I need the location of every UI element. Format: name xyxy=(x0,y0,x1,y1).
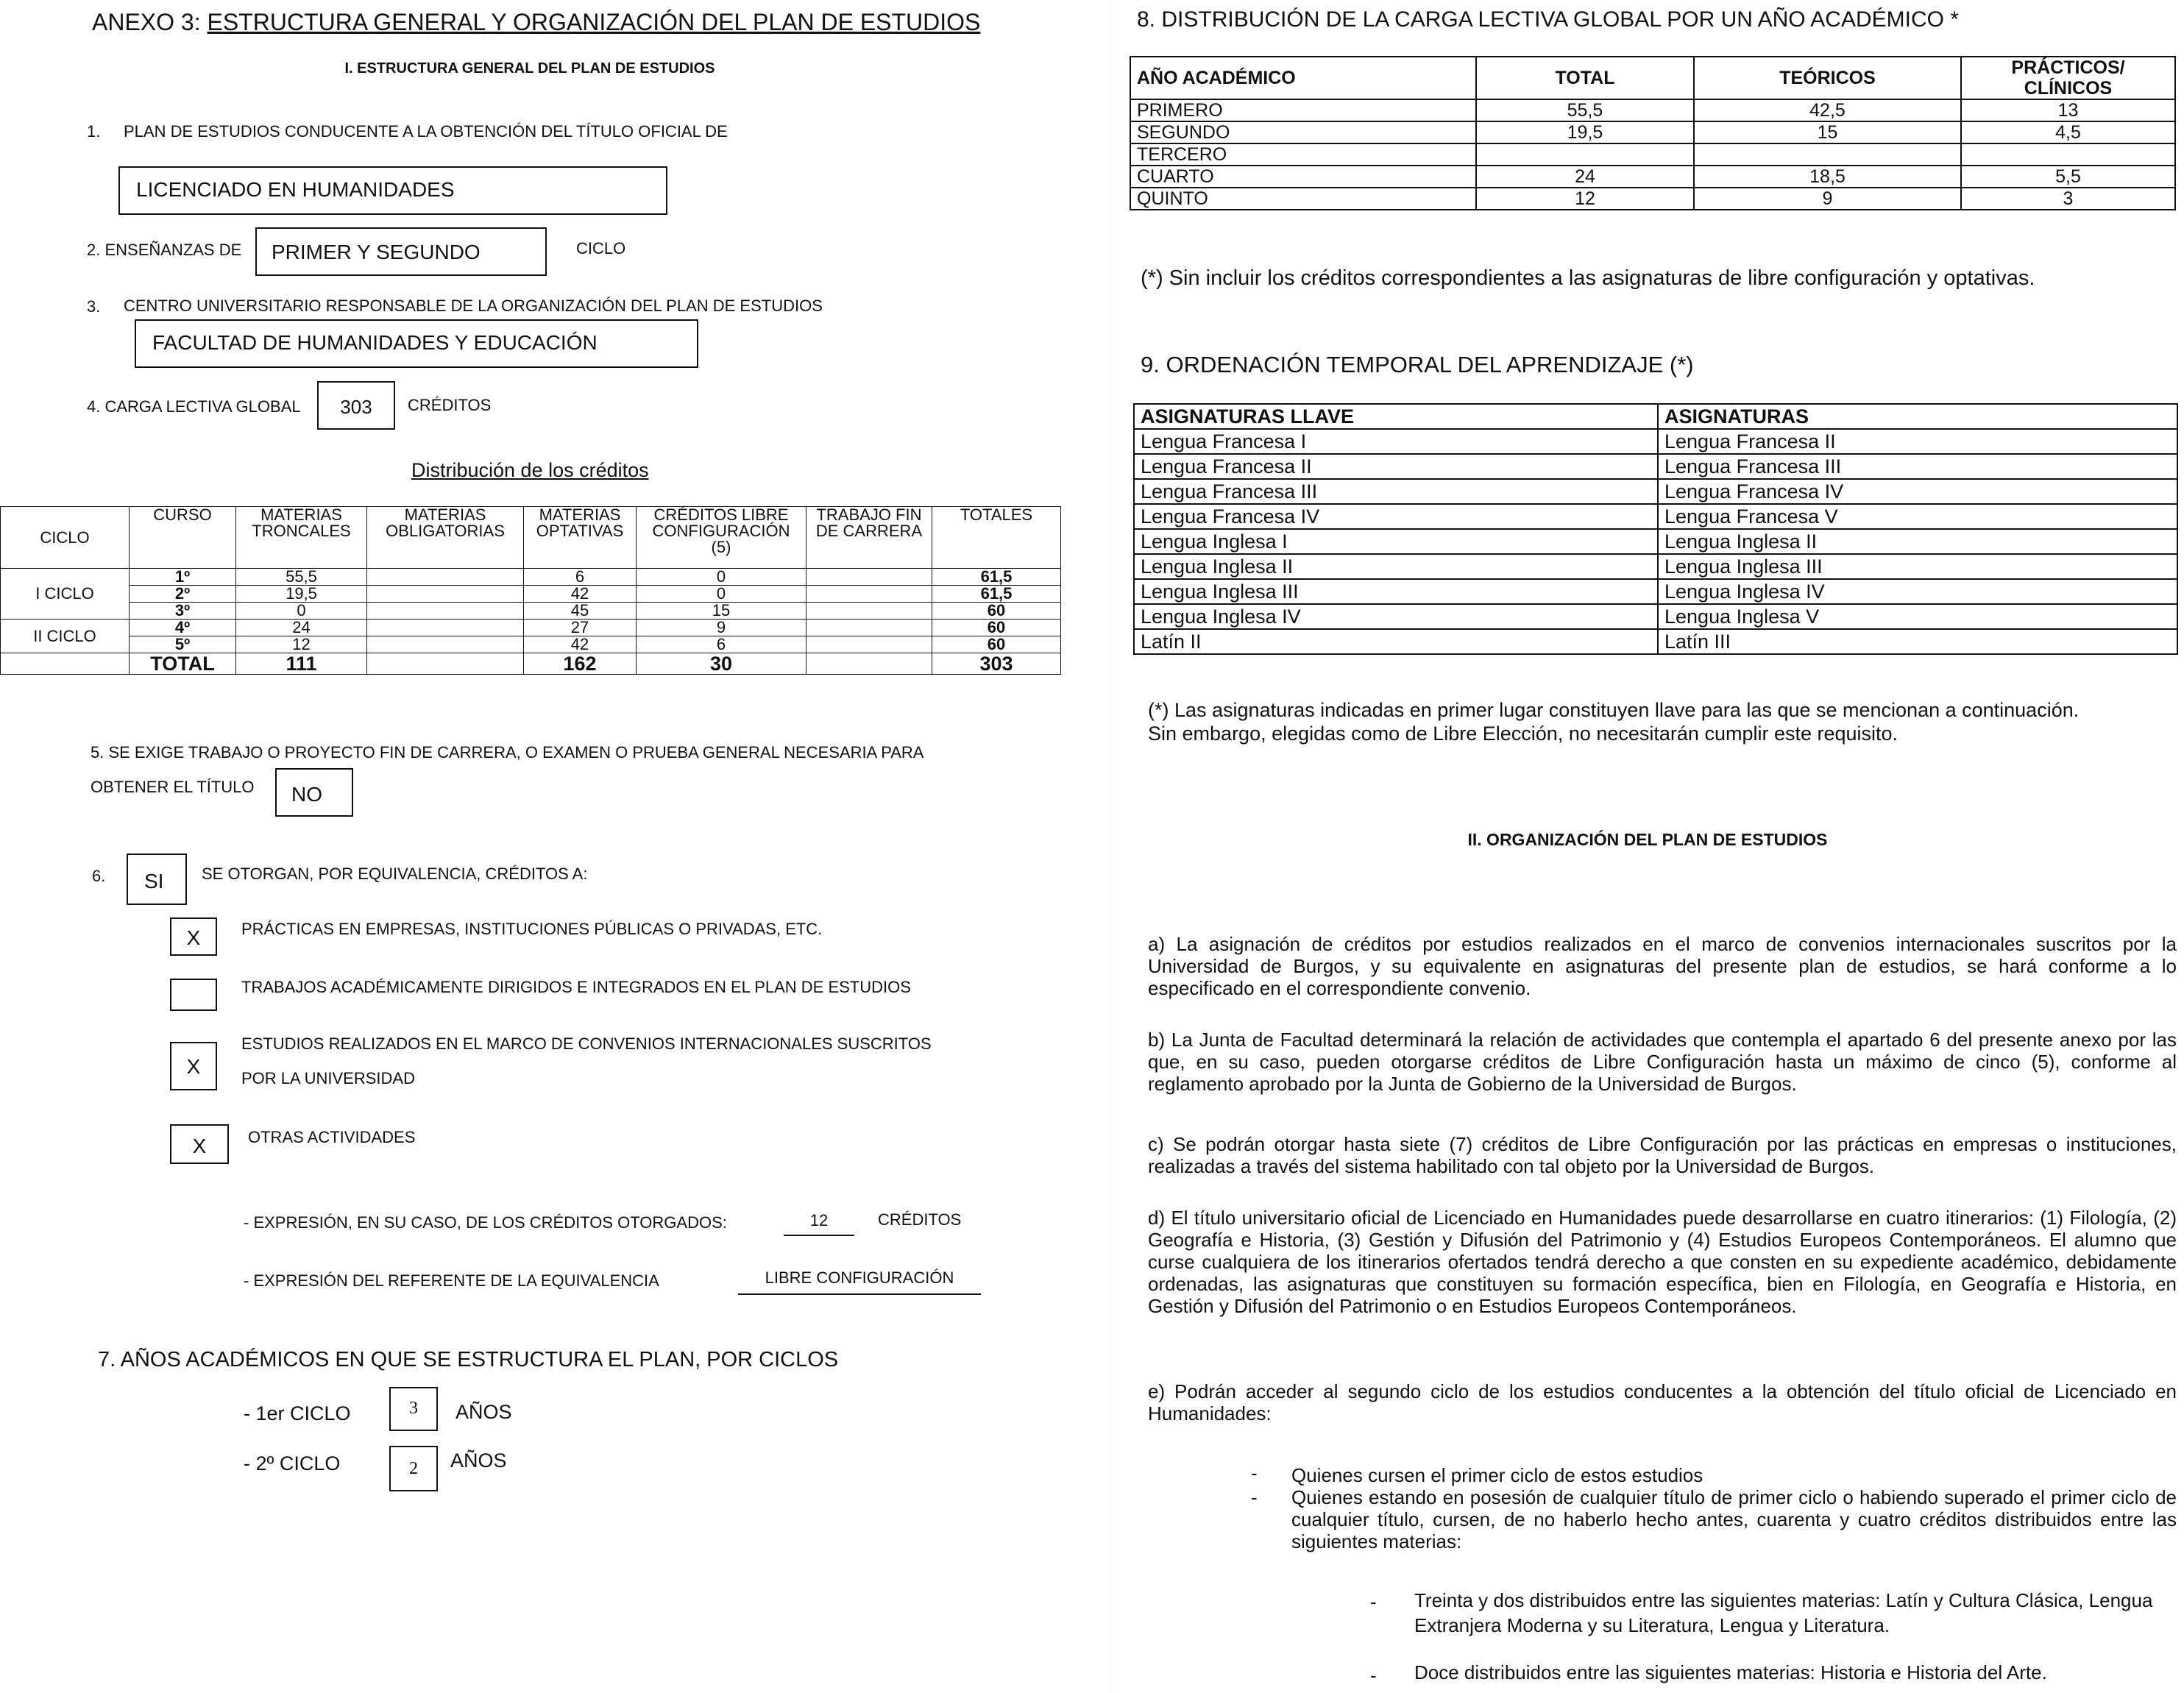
table-row xyxy=(1134,429,2177,454)
cell-curso: 5º xyxy=(130,636,236,653)
header-subjects: ASIGNATURAS xyxy=(1658,404,2177,429)
cell-total-label: TOTAL xyxy=(130,653,236,675)
cell-total-troncales: 111 xyxy=(236,653,367,675)
annual-load-table xyxy=(1130,56,2176,210)
subbullet-item: Treinta y dos distribuidos entre las siguientes materias: Latín y Cultura Clásica, Lengua Extranjera Moderna y su Literatura, Lengua y Literatura. xyxy=(1414,1589,2153,1636)
table-row xyxy=(1,620,1061,636)
cell-subject: Lengua Francesa II xyxy=(1658,429,2177,454)
annex-heading-prefix: ANEXO 3: xyxy=(92,9,208,35)
option-label-line2: POR LA UNIVERSIDAD xyxy=(241,1069,415,1087)
cell-total: 55,5 xyxy=(1476,99,1694,121)
cell-practice: 3 xyxy=(1961,188,2175,210)
cell-year: TERCERO xyxy=(1130,143,1476,166)
header-curso: CURSO xyxy=(130,507,236,569)
table-row xyxy=(1134,604,2177,629)
header-trabajo: TRABAJO FIN DE CARRERA xyxy=(806,507,932,569)
cell-subject: Latín III xyxy=(1658,629,2177,654)
teaching-cycles-value: PRIMER Y SEGUNDO xyxy=(272,241,481,263)
item-1-label: PLAN DE ESTUDIOS CONDUCENTE A LA OBTENCIÓN DEL TÍTULO OFICIAL DE xyxy=(124,122,728,141)
cell-practice: 5,5 xyxy=(1961,166,2175,188)
cell-practice: 4,5 xyxy=(1961,121,2175,143)
cell-ciclo: I CICLO xyxy=(1,569,130,620)
cell-trabajo xyxy=(806,586,932,603)
cell-total-totales: 303 xyxy=(932,653,1061,675)
cell-theory: 15 xyxy=(1694,121,1961,143)
table-row xyxy=(1134,579,2177,604)
section-2-title: II. ORGANIZACIÓN DEL PLAN DE ESTUDIOS xyxy=(1467,830,1828,849)
cell-subject: Lengua Inglesa V xyxy=(1658,604,2177,629)
option-checkbox[interactable] xyxy=(170,1042,217,1090)
table-row xyxy=(1130,188,2175,210)
cell-total: 12 xyxy=(1476,188,1694,210)
cell-totales: 61,5 xyxy=(932,586,1061,603)
item-6-label: SE OTORGAN, POR EQUIVALENCIA, CRÉDITOS A: xyxy=(202,865,588,883)
table-row xyxy=(1,603,1061,620)
cell-optativas: 6 xyxy=(524,569,637,586)
item-8-label: 8. DISTRIBUCIÓN DE LA CARGA LECTIVA GLOBAL POR UN AÑO ACADÉMICO * xyxy=(1137,7,1959,32)
cell-total xyxy=(1476,143,1694,166)
annex-heading-title: ESTRUCTURA GENERAL Y ORGANIZACIÓN DEL PLAN DE ESTUDIOS xyxy=(207,9,981,35)
cell-year: CUARTO xyxy=(1130,166,1476,188)
table-row xyxy=(1,569,1061,586)
cell-total: 24 xyxy=(1476,166,1694,188)
annual-load-note: (*) Sin incluir los créditos correspondientes a las asignaturas de libre configuración y optativas. xyxy=(1141,266,2035,290)
expression-credits-label: - EXPRESIÓN, EN SU CASO, DE LOS CRÉDITOS OTORGADOS: xyxy=(244,1213,727,1232)
first-cycle-years-value: 3 xyxy=(409,1399,418,1418)
option-mark: X xyxy=(192,1135,207,1157)
cell-trabajo xyxy=(806,603,932,620)
cell-key-subject: Lengua Francesa II xyxy=(1134,454,1658,479)
cell-key-subject: Lengua Inglesa IV xyxy=(1134,604,1658,629)
cell-year: PRIMERO xyxy=(1130,99,1476,121)
subbullet-dash: - xyxy=(1370,1591,1377,1613)
cell-total-trabajo xyxy=(806,653,932,675)
item-1-number: 1. xyxy=(87,122,101,141)
cell-subject: Lengua Inglesa III xyxy=(1658,554,2177,579)
cell-practice: 13 xyxy=(1961,99,2175,121)
item-7-label: 7. AÑOS ACADÉMICOS EN QUE SE ESTRUCTURA EL PLAN, POR CICLOS xyxy=(98,1348,839,1371)
cell-optativas: 45 xyxy=(524,603,637,620)
item-4-label: 4. CARGA LECTIVA GLOBAL xyxy=(87,397,301,416)
table-total-row xyxy=(1,653,1061,675)
header-totales: TOTALES xyxy=(932,507,1061,569)
cell-subject: Lengua Francesa IV xyxy=(1658,479,2177,504)
cell-libre: 15 xyxy=(637,603,806,620)
header-obligatorias: MATERIAS OBLIGATORIAS xyxy=(367,507,524,569)
second-cycle-years-box xyxy=(389,1446,438,1491)
table-row xyxy=(1134,479,2177,504)
expression-reference-label: - EXPRESIÓN DEL REFERENTE DE LA EQUIVALENCIA xyxy=(244,1271,659,1290)
credit-distribution-table xyxy=(0,506,1061,675)
header-troncales: MATERIAS TRONCALES xyxy=(236,507,367,569)
equivalence-box xyxy=(127,853,187,905)
option-mark: X xyxy=(186,1055,201,1078)
section-1-title: I. ESTRUCTURA GENERAL DEL PLAN DE ESTUDIOS xyxy=(344,60,715,77)
first-cycle-years-box xyxy=(389,1387,438,1431)
option-label: TRABAJOS ACADÉMICAMENTE DIRIGIDOS E INTEGRADOS EN EL PLAN DE ESTUDIOS xyxy=(241,978,911,996)
cell-trabajo xyxy=(806,569,932,586)
faculty-box xyxy=(135,319,698,368)
first-cycle-suffix: AÑOS xyxy=(455,1401,512,1423)
table-row xyxy=(1134,454,2177,479)
item-4-suffix: CRÉDITOS xyxy=(408,396,492,414)
cell-total-obligatorias xyxy=(367,653,524,675)
cell-key-subject: Lengua Francesa IV xyxy=(1134,504,1658,529)
cell-subject: Lengua Inglesa IV xyxy=(1658,579,2177,604)
header-year: AÑO ACADÉMICO xyxy=(1130,57,1476,99)
paragraph-b: b) La Junta de Facultad determinará la relación de actividades que contempla el apartado 6 del presente anexo por las que, en su caso, pueden otorgarse créditos de Libre Configuración hasta un máximo de cinco (5), conforme al reglamento aprobado por la Junta de Gobierno de la Universidad de Burgos. xyxy=(1148,1029,2177,1095)
cell-optativas: 42 xyxy=(524,636,637,653)
cell-year: SEGUNDO xyxy=(1130,121,1476,143)
paragraph-e: e) Podrán acceder al segundo ciclo de los estudios conducentes a la obtención del título oficial de Licenciado en Humanidades: xyxy=(1148,1380,2177,1424)
table-row xyxy=(1130,121,2175,143)
header-optativas: MATERIAS OPTATIVAS xyxy=(524,507,637,569)
option-checkbox[interactable] xyxy=(170,1124,229,1164)
global-load-value: 303 xyxy=(340,396,372,418)
key-subjects-note-line2: Sin embargo, elegidas como de Libre Elección, no necesitarán cumplir este requisito. xyxy=(1148,723,1898,745)
table-header-row xyxy=(1,507,1061,569)
paragraph-c: c) Se podrán otorgar hasta siete (7) créditos de Libre Configuración por las prácticas en empresas o instituciones, realizadas a través del sistema habilitado con tal objeto por la Universidad de Burgos. xyxy=(1148,1133,2177,1177)
cell-ciclo: II CICLO xyxy=(1,620,130,653)
bullet-dash: - xyxy=(1251,1462,1258,1484)
paragraph-d: d) El título universitario oficial de Licenciado en Humanidades puede desarrollarse en cuatro itinerarios: (1) Filología, (2) Geografía e Historia, (3) Gestión y Difusión del Patrimonio y (4) Estudios Europeos Contemporáneos. El alumno que curse cualquiera de los itinerarios ofertados tendrá derecho a que consten en su expediente académico, debidamente ordenadas, las asignaturas que constituyen su formación específica, bien en Filología, en Geografía e Historia, en Gestión y Difusión del Patrimonio o en Estudios Europeos Contemporáneos. xyxy=(1148,1207,2177,1317)
option-label: OTRAS ACTIVIDADES xyxy=(248,1128,416,1146)
table-row xyxy=(1134,554,2177,579)
teaching-cycles-box xyxy=(255,227,547,276)
cell-troncales: 0 xyxy=(236,603,367,620)
item-3-label: CENTRO UNIVERSITARIO RESPONSABLE DE LA ORGANIZACIÓN DEL PLAN DE ESTUDIOS xyxy=(124,297,823,315)
cell-subject: Lengua Francesa III xyxy=(1658,454,2177,479)
table-header-row xyxy=(1130,57,2175,99)
second-cycle-suffix: AÑOS xyxy=(450,1449,507,1472)
cell-curso: 2º xyxy=(130,586,236,603)
cell-totales: 61,5 xyxy=(932,569,1061,586)
cell-curso: 3º xyxy=(130,603,236,620)
cell-total: 19,5 xyxy=(1476,121,1694,143)
credit-distribution-title: Distribución de los créditos xyxy=(411,459,649,481)
second-cycle-label: - 2º CICLO xyxy=(244,1452,341,1474)
cell-key-subject: Latín II xyxy=(1134,629,1658,654)
header-practice: PRÁCTICOS/ CLÍNICOS xyxy=(1961,57,2175,99)
equivalence-value: SI xyxy=(144,870,164,892)
item-6-number: 6. xyxy=(92,867,106,885)
cell-obligatorias xyxy=(367,586,524,603)
expression-credits-value: 12 xyxy=(784,1211,854,1236)
expression-reference-value: LIBRE CONFIGURACIÓN xyxy=(738,1268,981,1295)
header-libre: CRÉDITOS LIBRE CONFIGURACIÓN (5) xyxy=(637,507,806,569)
item-3-number: 3. xyxy=(87,297,101,316)
cell-theory: 18,5 xyxy=(1694,166,1961,188)
table-row xyxy=(1134,629,2177,654)
cell-key-subject: Lengua Inglesa II xyxy=(1134,554,1658,579)
item-5-label-line1: 5. SE EXIGE TRABAJO O PROYECTO FIN DE CARRERA, O EXAMEN O PRUEBA GENERAL NECESARIA PARA xyxy=(91,743,924,762)
item-2-label: 2. ENSEÑANZAS DE xyxy=(87,241,242,259)
cell-key-subject: Lengua Inglesa I xyxy=(1134,529,1658,554)
cell-trabajo xyxy=(806,636,932,653)
header-theory: TEÓRICOS xyxy=(1694,57,1961,99)
cell-key-subject: Lengua Inglesa III xyxy=(1134,579,1658,604)
option-mark: X xyxy=(186,926,201,949)
key-subjects-table xyxy=(1133,403,2178,655)
cell-subject: Lengua Francesa V xyxy=(1658,504,2177,529)
cell-theory: 9 xyxy=(1694,188,1961,210)
annex-heading xyxy=(92,9,980,36)
table-header-row xyxy=(1134,404,2177,429)
bullet-item: Quienes cursen el primer ciclo de estos estudios xyxy=(1291,1464,1703,1486)
cell-obligatorias xyxy=(367,636,524,653)
cell-optativas: 27 xyxy=(524,620,637,636)
header-ciclo: CICLO xyxy=(1,507,130,569)
cell-total-libre: 30 xyxy=(637,653,806,675)
cell-troncales: 55,5 xyxy=(236,569,367,586)
faculty-value: FACULTAD DE HUMANIDADES Y EDUCACIÓN xyxy=(152,331,598,354)
table-row xyxy=(1134,529,2177,554)
table-row xyxy=(1130,166,2175,188)
cell-obligatorias xyxy=(367,569,524,586)
table-row xyxy=(1,586,1061,603)
cell-practice xyxy=(1961,143,2175,166)
option-checkbox[interactable] xyxy=(170,918,217,956)
cell-libre: 0 xyxy=(637,586,806,603)
cell-totales: 60 xyxy=(932,636,1061,653)
cell-libre: 9 xyxy=(637,620,806,636)
cell-troncales: 19,5 xyxy=(236,586,367,603)
cell-libre: 0 xyxy=(637,569,806,586)
cell-libre: 6 xyxy=(637,636,806,653)
cell-curso: 4º xyxy=(130,620,236,636)
final-project-box xyxy=(275,768,353,817)
cell-trabajo xyxy=(806,620,932,636)
subbullet-dash: - xyxy=(1370,1664,1377,1686)
option-label: PRÁCTICAS EN EMPRESAS, INSTITUCIONES PÚBLICAS O PRIVADAS, ETC. xyxy=(241,920,823,938)
table-row xyxy=(1134,504,2177,529)
degree-title-value: LICENCIADO EN HUMANIDADES xyxy=(136,178,455,201)
key-subjects-note-line1: (*) Las asignaturas indicadas en primer lugar constituyen llave para las que se mencionan a continuación. xyxy=(1148,699,2080,721)
expression-credits-suffix: CRÉDITOS xyxy=(878,1210,962,1229)
cell-theory xyxy=(1694,143,1961,166)
item-9-label: 9. ORDENACIÓN TEMPORAL DEL APRENDIZAJE (*) xyxy=(1141,352,1694,377)
bullet-item: Quienes estando en posesión de cualquier título de primer ciclo o habiendo superado el primer ciclo de cualquier título, cursen, de no haberlo hecho antes, cuarenta y cuatro créditos distribuidos entre las siguientes materias: xyxy=(1291,1486,2177,1552)
bullet-dash: - xyxy=(1251,1486,1258,1508)
cell-year: QUINTO xyxy=(1130,188,1476,210)
first-cycle-label: - 1er CICLO xyxy=(244,1402,351,1424)
second-cycle-years-value: 2 xyxy=(409,1459,418,1478)
option-label: ESTUDIOS REALIZADOS EN EL MARCO DE CONVENIOS INTERNACIONALES SUSCRITOS xyxy=(241,1034,932,1053)
cell-troncales: 24 xyxy=(236,620,367,636)
subbullet-item: Doce distribuidos entre las siguientes materias: Historia e Historia del Arte. xyxy=(1414,1661,2047,1683)
cell-obligatorias xyxy=(367,620,524,636)
table-row xyxy=(1130,99,2175,121)
cell-troncales: 12 xyxy=(236,636,367,653)
cell-key-subject: Lengua Francesa III xyxy=(1134,479,1658,504)
global-load-box xyxy=(317,381,395,430)
cell-total-optativas: 162 xyxy=(524,653,637,675)
degree-title-box xyxy=(118,166,667,215)
paragraph-a: a) La asignación de créditos por estudios realizados en el marco de convenios internacionales suscritos por la Universidad de Burgos, y su equivalente en asignaturas del presente plan de estudios, se hará conforme a lo especificado en el correspondiente convenio. xyxy=(1148,933,2177,999)
cell-totales: 60 xyxy=(932,603,1061,620)
cell-obligatorias xyxy=(367,603,524,620)
cell-totales: 60 xyxy=(932,620,1061,636)
option-checkbox[interactable] xyxy=(170,979,217,1011)
cell-curso: 1º xyxy=(130,569,236,586)
item-2-suffix: CICLO xyxy=(576,239,626,258)
header-key-subjects: ASIGNATURAS LLAVE xyxy=(1134,404,1658,429)
final-project-value: NO xyxy=(291,783,322,806)
cell-key-subject: Lengua Francesa I xyxy=(1134,429,1658,454)
cell-subject: Lengua Inglesa II xyxy=(1658,529,2177,554)
table-row xyxy=(1,636,1061,653)
table-row xyxy=(1130,143,2175,166)
item-5-label-line2: OBTENER EL TÍTULO xyxy=(91,778,255,796)
cell-optativas: 42 xyxy=(524,586,637,603)
header-total: TOTAL xyxy=(1476,57,1694,99)
cell-ciclo-empty xyxy=(1,653,130,675)
cell-theory: 42,5 xyxy=(1694,99,1961,121)
